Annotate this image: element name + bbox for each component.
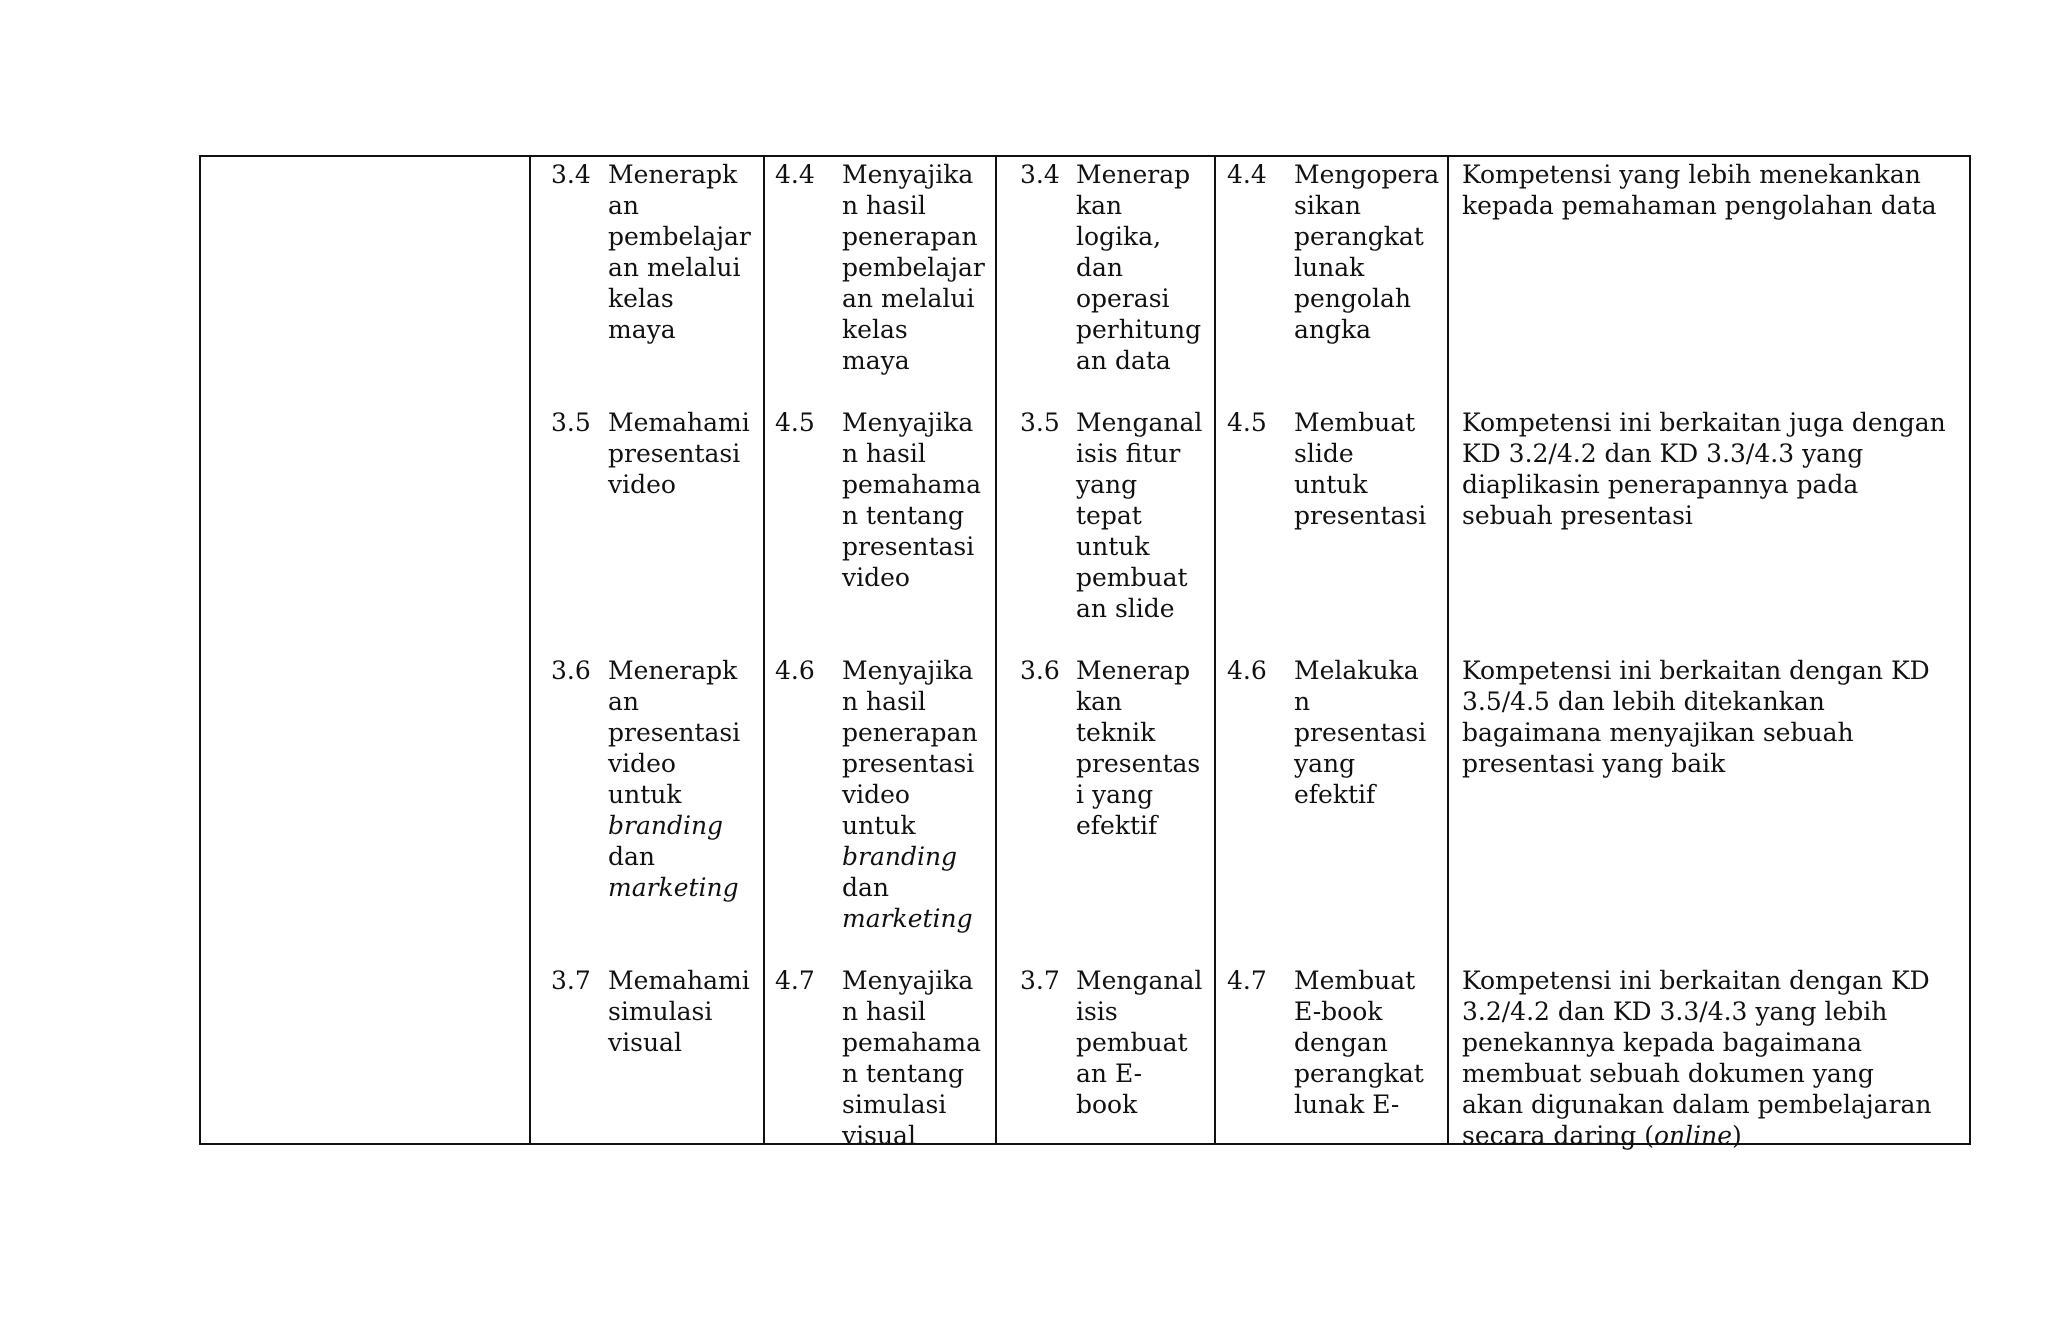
- kd-text-part: dan: [608, 842, 656, 871]
- column-divider-2: [763, 157, 765, 1143]
- note-text: Kompetensi ini berkaitan dengan KD 3.5/4.5 dan lebih ditekankan bagaimana menyajikan sebuah presentasi yang baik: [1462, 656, 1930, 778]
- kd-text: Memahami presentasi video: [608, 408, 750, 499]
- kd-number: 3.7: [1020, 966, 1060, 995]
- kd-number: 3.6: [551, 656, 591, 685]
- kd-number: 3.6: [1020, 656, 1060, 685]
- competency-table: [199, 155, 1971, 1150]
- column-divider-4: [1214, 157, 1216, 1143]
- kd-text-italic: marketing: [608, 873, 739, 902]
- note-text: Kompetensi ini berkaitan juga dengan KD 3.2/4.2 dan KD 3.3/4.3 yang diaplikasin penerapannya pada sebuah presentasi: [1462, 408, 1946, 530]
- kd-text: Membuat slide untuk presentasi: [1294, 408, 1427, 530]
- kd-text-italic: branding: [608, 811, 724, 840]
- column-divider-3: [995, 157, 997, 1143]
- kd-text-italic: marketing: [842, 904, 973, 933]
- kd-text: Menyajika n hasil pemahama n tentang simulasi visual: [842, 966, 982, 1150]
- note-text-italic: online: [1654, 1121, 1733, 1150]
- note-text: [1462, 965, 1932, 1151]
- kd-number: 4.7: [775, 966, 815, 995]
- kd-text-part: Menerapk an presentasi video untuk: [608, 656, 741, 809]
- note-text: Kompetensi yang lebih menekankan kepada pemahaman pengolahan data: [1462, 160, 1937, 220]
- kd-text: [608, 655, 740, 903]
- kd-text: [842, 655, 978, 934]
- kd-text: Melakuka n presentasi yang efektif: [1294, 656, 1427, 809]
- kd-number: 4.5: [1227, 408, 1267, 437]
- kd-text: Mengopera sikan perangkat lunak pengolah angka: [1294, 160, 1440, 344]
- kd-number: 4.5: [775, 408, 815, 437]
- kd-text-part: dan: [842, 873, 890, 902]
- kd-text: Menganal isis pembuat an E- book: [1076, 966, 1203, 1119]
- note-text-part: Kompetensi ini berkaitan dengan KD 3.2/4.2 dan KD 3.3/4.3 yang lebih penekannya kepada bagaimana membuat sebuah dokumen yang akan digunakan dalam pembelajaran secara daring (: [1462, 966, 1932, 1150]
- kd-text: Menerap kan teknik presentas i yang efektif: [1076, 656, 1201, 840]
- kd-number: 3.5: [551, 408, 591, 437]
- kd-text: Memahami simulasi visual: [608, 966, 750, 1057]
- kd-text: Menyajika n hasil pemahama n tentang presentasi video: [842, 408, 982, 592]
- column-divider-5: [1447, 157, 1449, 1143]
- kd-number: 4.6: [1227, 656, 1267, 685]
- kd-number: 3.7: [551, 966, 591, 995]
- kd-text: Menyajika n hasil penerapan pembelajar an melalui kelas maya: [842, 160, 985, 375]
- kd-text: Membuat E-book dengan perangkat lunak E-: [1294, 966, 1424, 1119]
- kd-text: Menerap kan logika, dan operasi perhitung an data: [1076, 160, 1202, 375]
- kd-text-italic: branding: [842, 842, 958, 871]
- kd-number: 4.6: [775, 656, 815, 685]
- kd-number: 3.4: [551, 160, 591, 189]
- column-divider-1: [529, 157, 531, 1143]
- kd-text: Menganal isis fitur yang tepat untuk pembuat an slide: [1076, 408, 1203, 623]
- note-text-part: ): [1732, 1121, 1742, 1150]
- kd-number: 4.7: [1227, 966, 1267, 995]
- kd-number: 4.4: [1227, 160, 1267, 189]
- kd-text: Menerapk an pembelajar an melalui kelas maya: [608, 160, 751, 344]
- kd-text-part: Menyajika n hasil penerapan presentasi video untuk: [842, 656, 978, 840]
- kd-number: 3.4: [1020, 160, 1060, 189]
- kd-number: 4.4: [775, 160, 815, 189]
- kd-number: 3.5: [1020, 408, 1060, 437]
